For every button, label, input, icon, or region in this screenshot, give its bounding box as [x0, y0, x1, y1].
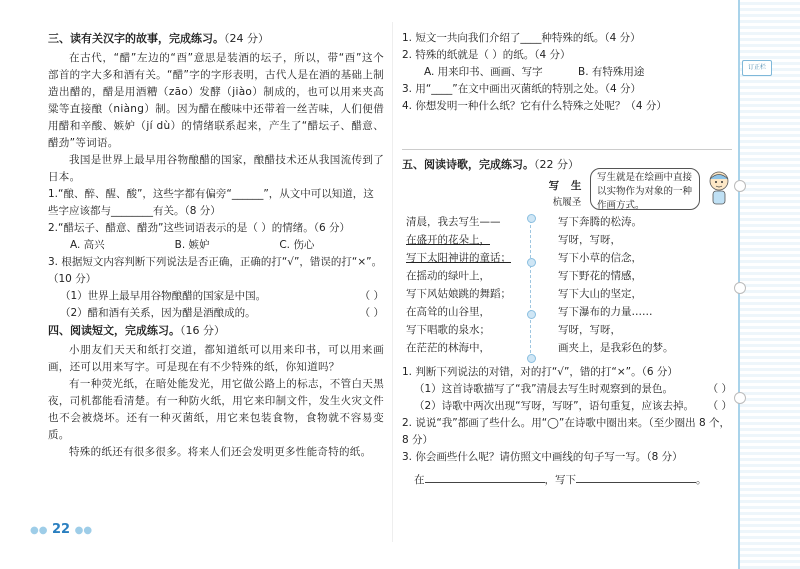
poem-line-right: 画夹上，是我彩色的梦。: [558, 342, 674, 355]
kid-icon: [706, 170, 732, 206]
option-b: B. 嫉妒: [174, 238, 210, 251]
poem-author: 杭履圣: [552, 196, 582, 208]
question-4-3: 3. 用“____”在文中画出灭菌纸的特别之处。（4 分）: [402, 83, 642, 95]
judge-item-1-text: （1）世界上最早用谷物酿醋的国家是中国。: [60, 289, 267, 302]
poem-line-right: 写下奔腾的松涛。: [558, 216, 642, 229]
poem-title: 写 生: [548, 179, 586, 192]
story-para-1: 在古代，“醋”左边的“酉”意思是装酒的坛子，所以，带“酉”这个部首的字大多和酒有关。“醋”字的字形表明，古代人是在酒的基础上制造出醋的，醋是用酒糟（zāo）发酵（jiào）制成的，也可以用来夹高粱等直接酿（niàng）制。因为醋在酸味中还带着一丝苦味，人们便借用醋和辛酸、嫉妒（jí dù）的情绪联系起来，产生了“醋坛子、醋意、醋劲”等词语。: [48, 51, 384, 149]
paper-para-1: 小朋友们天天和纸打交道，都知道纸可以用来印书，可以用来画画，还可以用来写字。可是现在有不少特殊的纸，你知道吗？: [48, 343, 384, 373]
question-3-1: 1.“酿、醉、醒、酸”，这些字都有偏旁“______”，从文中可以知道，这些字应该都与________有关。（8 分）: [48, 187, 374, 217]
binder-ring: [734, 180, 746, 192]
judge-item-2-answer[interactable]: （ ）: [359, 306, 384, 319]
page-number: [30, 522, 92, 537]
binder-ring: [734, 282, 746, 294]
question-3-3: 3. 根据短文内容判断下列说法是否正确，正确的打“√”，错误的打“×”。（10 分）: [48, 255, 383, 285]
poem-fill-line: [402, 472, 732, 489]
poem-spine: [530, 220, 532, 358]
fill-middle: ，写下: [544, 474, 576, 487]
poem-line-left: 在高耸的山谷里，: [406, 306, 490, 319]
question-4-1: 1. 短文一共向我们介绍了____种特殊的纸。（4 分）: [402, 32, 641, 44]
judge-item-2: [48, 305, 384, 322]
poem-judge-item-2-answer[interactable]: （ ）: [707, 400, 732, 413]
spine-dot: [527, 310, 536, 319]
correction-strip: [740, 0, 800, 569]
poem-judge-item-2: [402, 398, 732, 415]
section5-title: 五、阅读诗歌，完成练习。: [402, 158, 534, 171]
binder-ring: [734, 392, 746, 404]
left-column: [48, 30, 384, 461]
story-para-2: 我国是世界上最早用谷物酿醋的国家，酿醋技术还从我国流传到了日本。: [48, 153, 384, 183]
option-a: A. 高兴: [70, 238, 105, 251]
section4-title: 四、阅读短文，完成练习。: [48, 323, 180, 337]
question-3-2-options: [48, 237, 384, 254]
judge-item-1: [48, 288, 384, 305]
poem-line-left: 写下唱歌的泉水；: [406, 324, 490, 337]
fill-blank-1[interactable]: [425, 472, 545, 483]
poem-judge-item-2-text: （2）诗歌中两次出现“写呀，写呀”，语句重复，应该去掉。: [414, 400, 695, 413]
poem-judge-item-1-answer[interactable]: （ ）: [707, 383, 732, 396]
answer-space[interactable]: [402, 115, 732, 150]
poem-line-left: 清晨，我去写生——: [406, 216, 501, 229]
column-divider: [392, 22, 393, 542]
poem-question-3: 3. 你会画些什么呢？请仿照文中画线的句子写一写。（8 分）: [402, 451, 683, 464]
fill-blank-2[interactable]: [576, 472, 696, 483]
spine-dot: [527, 354, 536, 363]
dots-decoration-right: ●●: [74, 525, 93, 536]
spine-dot: [527, 258, 536, 267]
section5-points: （22 分）: [534, 158, 579, 171]
poem-line-left-underlined: 在盛开的花朵上，: [406, 234, 490, 247]
poem-line-right: 写下野花的情感，: [558, 270, 642, 283]
poem-line-left: 在茫茫的林海中，: [406, 342, 490, 355]
paper-para-3: 特殊的纸还有很多很多。将来人们还会发明更多性能奇特的纸。: [69, 445, 372, 458]
question-4-4: 4. 你想发明一种什么纸？它有什么特殊之处呢？（4 分）: [402, 100, 667, 112]
poem-line-right: 写下瀑布的力量……: [558, 306, 653, 319]
definition-bubble: 写生就是在绘画中直接以实物作为对象的一种作画方式。: [590, 168, 700, 210]
fill-end: 。: [696, 474, 707, 487]
poem-line-right: 写下大山的坚定，: [558, 288, 642, 301]
option-c: C. 伤心: [279, 238, 315, 251]
judge-item-2-text: （2）醋和酒有关系，因为醋是酒酿成的。: [60, 306, 256, 319]
question-4-2: 2. 特殊的纸就是（ ）的纸。（4 分）: [402, 49, 571, 61]
poem-line-right: 写下小草的信念，: [558, 252, 642, 265]
poem-line-right: 写呀，写呀，: [558, 234, 621, 247]
section3-heading: [48, 30, 384, 48]
option-b: B. 有特殊用途: [578, 66, 645, 78]
poem-line-right: 写呀，写呀，: [558, 324, 621, 337]
correction-tab: 订正栏: [742, 60, 772, 76]
page-number-text: 22: [51, 522, 71, 537]
section3-points: （24 分）: [224, 32, 269, 45]
option-a: A. 用来印书、画画、写字: [424, 66, 543, 78]
question-3-2: 2.“醋坛子、醋意、醋劲”这些词语表示的是（ ）的情绪。（6 分）: [48, 221, 351, 234]
poem-line-left: 在摇动的绿叶上，: [406, 270, 490, 283]
poem-judge-item-1: [402, 381, 732, 398]
poem-body: [402, 214, 732, 364]
poem-line-left: 写下风姑娘跳的舞蹈；: [406, 288, 511, 301]
right-column: [402, 30, 732, 489]
section4-points: （16 分）: [180, 323, 225, 337]
poem-question-1: 1. 判断下列说法的对错，对的打“√”，错的打“×”。（6 分）: [402, 366, 678, 379]
poem-line-left-underlined: 写下太阳神讲的童话；: [406, 252, 511, 265]
section4-heading: [48, 322, 384, 340]
question-4-2-options: [402, 64, 732, 81]
spine-dot: [527, 214, 536, 223]
section3-title: 三、读有关汉字的故事，完成练习。: [48, 32, 224, 45]
paper-para-2: 有一种荧光纸，在暗处能发光，用它做公路上的标志，不管白天黑夜，司机都能看清楚。有一种防火纸，用它来印制文件，发生火灾文件也不会被烧坏。还有一种灭菌纸，用它来包装食物，食物就不容易变质。: [48, 377, 384, 441]
dots-decoration: ●●: [30, 525, 48, 536]
poem-question-2: 2. 说说“我”都画了些什么。用“◯”在诗歌中圈出来。（至少圈出 8 个，8 分）: [402, 417, 730, 447]
poem-judge-item-1-text: （1）这首诗歌描写了“我”清晨去写生时观察到的景色。: [414, 383, 674, 396]
fill-prefix: 在: [414, 474, 425, 487]
judge-item-1-answer[interactable]: （ ）: [359, 289, 384, 302]
